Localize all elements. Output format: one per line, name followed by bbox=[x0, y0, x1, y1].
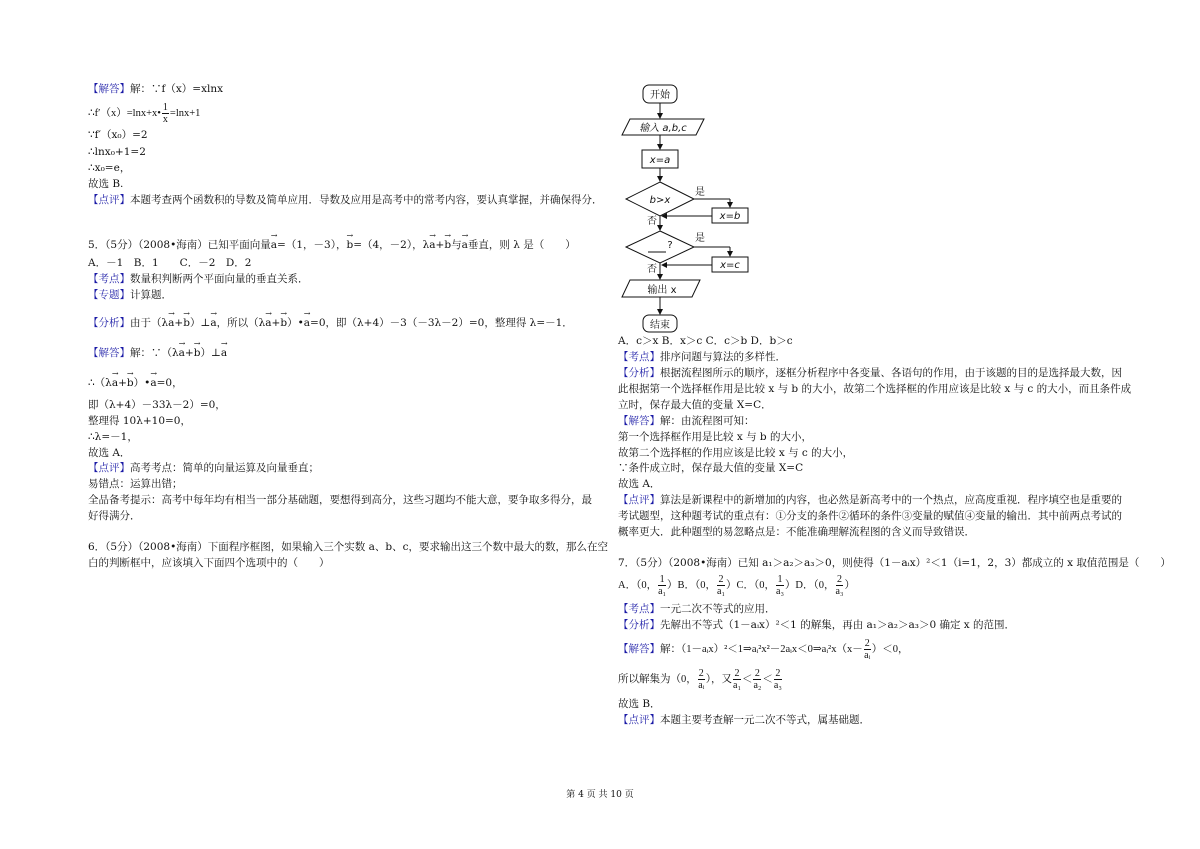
q5-solution-line2: ∴（λ→ a+→ b）•→ a=0， bbox=[88, 372, 183, 390]
q5-comment2: 易错点：运算出错； bbox=[88, 478, 183, 490]
q6-comment2: 考试题型，这种题考试的重点有：①分支的条件②循环的条件③变量的赋值④变量的输出．其中前两点考试的 bbox=[618, 510, 1122, 522]
svg-text:结束: 结束 bbox=[650, 320, 670, 331]
svg-text:?: ? bbox=[667, 240, 673, 251]
svg-text:是: 是 bbox=[695, 187, 705, 198]
svg-text:输入 a,b,c: 输入 a,b,c bbox=[639, 123, 687, 134]
vector-b: → b bbox=[346, 234, 353, 252]
q5-title: 5．（5分）（2008•海南）已知平面向量→ a=（1，－3），→ b=（4，－2），λ→ a+→ b与→ a垂直，则 λ 是（ ） bbox=[88, 234, 576, 252]
q5-solution: 【解答】解：∵（λ→ a+→ b）⊥→ a bbox=[88, 342, 227, 360]
comment-tag: 【点评】 bbox=[88, 194, 130, 206]
q6-analysis1: 【分析】根据流程图所示的顺序，逐框分析程序中各变量、各语句的作用，由于该题的目的是选择最大数，因 bbox=[618, 367, 1122, 379]
q6-solution2: 第一个选择框作用是比较 x 与 b 的大小， bbox=[618, 431, 812, 443]
answer-tag: 【解答】 bbox=[88, 83, 130, 95]
svg-text:否: 否 bbox=[647, 264, 657, 275]
svg-text:输出 x: 输出 x bbox=[647, 285, 677, 296]
q4-line6: 故选 B. bbox=[88, 178, 124, 190]
q6-title-line1: 6．（5分）（2008•海南）下面程序框图，如果输入三个实数 a、b、c，要求输出这三个数中最大的数，那么在空 bbox=[88, 541, 608, 553]
svg-text:否: 否 bbox=[647, 216, 657, 227]
q6-solution1: 【解答】解：由流程图可知： bbox=[618, 415, 755, 427]
q4-answer-line bbox=[88, 82, 223, 96]
q6-comment3: 概率更大．此种题型的易忽略点是：不能准确理解流程图的含义而导致错误． bbox=[618, 526, 975, 538]
vector-a: → a bbox=[271, 234, 277, 252]
svg-text:x=b: x=b bbox=[719, 211, 741, 222]
q4-line3: ∵f′（x₀）=2 bbox=[88, 129, 148, 141]
q5-options: A．－1 B．1 C．－2 D．2 bbox=[88, 257, 252, 269]
svg-text:开始: 开始 bbox=[650, 90, 670, 101]
q6-options: A．c＞x B．x＞c C．c＞b D．b＞c bbox=[618, 335, 793, 347]
svg-text:是: 是 bbox=[695, 233, 705, 244]
q7-options: A．（0， $\frac{1}{\text{a₁}}$ ）B．（0， $\frac{2}{\text{a₁}}$ ）C．（0， $\frac{1}{\text{a₃}}$ ）D．（0， $\frac{2}{\text{a₃}}$ ） bbox=[618, 574, 855, 597]
derivative-a: ∴f′（x）=lnx+x• bbox=[88, 107, 161, 119]
q4-line4: ∴lnx₀+1=2 bbox=[88, 146, 146, 158]
q7-solution2: 所以解集为（0， $\frac{2}{\text{aᵢ}}$ ），又 $\frac{2}{\text{a₁}}$ ＜ $\frac{2}{\text{a₂}}$ ＜ $\frac{2}{\text{a₃}}$ bbox=[618, 668, 782, 691]
q5-comment4: 好得满分． bbox=[88, 510, 141, 522]
svg-text:x=c: x=c bbox=[720, 260, 740, 271]
q6-analysis3: 立时，保存最大值的变量 X=C． bbox=[618, 399, 772, 411]
q4-comment bbox=[88, 193, 603, 207]
svg-text:b>x: b>x bbox=[649, 195, 671, 206]
q6-comment1: 【点评】算法是新课程中的新增加的内容，也必然是新高考中的一个热点，应高度重视．程序填空也是重要的 bbox=[618, 494, 1122, 506]
q7-solution: 【解答】解：（1－aᵢx）²＜1⇒aᵢ²x²－2aᵢx＜0⇒aᵢ²x（x－ $\frac{2}{\text{aᵢ}}$ ）＜0， bbox=[618, 638, 909, 661]
q6-title-line2: 白的判断框中，应该填入下面四个选项中的（ ） bbox=[88, 557, 330, 569]
q5-analysis: 【分析】由于（λ→ a+→ b）⊥→ a，所以（λ→ a+→ b）•→ a=0，即（λ+4）－3（－3λ－2）=0，整理得 λ=－1． bbox=[88, 312, 573, 330]
q7-title: 7．（5分）（2008•海南）已知 a₁＞a₂＞a₃＞0，则使得（1－aᵢx）²＜1（i=1，2，3）都成立的 x 取值范围是（ ） bbox=[618, 557, 1171, 569]
q5-s6: 故选 A． bbox=[88, 447, 131, 459]
q4-derivative-line bbox=[88, 102, 200, 125]
svg-text:x=a: x=a bbox=[649, 155, 671, 166]
q6-solution3: 故第二个选择框的作用应该是比较 x 与 c 的大小， bbox=[618, 447, 854, 459]
q7-keypoint: 【考点】一元二次不等式的应用． bbox=[618, 603, 776, 615]
q4-comment-text: 本题考查两个函数积的导数及简单应用．导数及应用是高考中的常考内容，要认真掌握，并确保得分． bbox=[130, 194, 603, 206]
q7-comment: 【点评】本题主要考查解一元二次不等式，属基础题． bbox=[618, 714, 870, 726]
q6-solution4: ∵条件成立时，保存最大值的变量 X=C bbox=[618, 462, 804, 474]
q6-analysis2: 此根据第一个选择框作用是比较 x 与 b 的大小，故第二个选择框的作用应该是比较 x 与 c 的大小，而且条件成 bbox=[618, 383, 1132, 395]
derivative-b: =lnx+1 bbox=[169, 107, 201, 119]
q5-s3: 即（λ+4）－33λ－2）=0， bbox=[88, 399, 226, 411]
q5-s5: ∴λ=－1， bbox=[88, 431, 138, 443]
q6-keypoint: 【考点】排序问题与算法的多样性． bbox=[618, 351, 786, 363]
q5-s4: 整理得 10λ+10=0， bbox=[88, 415, 191, 427]
fraction: $\frac{1}{x}$ bbox=[162, 102, 168, 125]
page-footer: 第 4 页 共 10 页 bbox=[566, 790, 634, 800]
q5-comment: 【点评】高考考点：简单的向量运算及向量垂直； bbox=[88, 462, 319, 474]
q6-solution5: 故选 A． bbox=[618, 478, 661, 490]
q5-topic: 【专题】计算题． bbox=[88, 289, 172, 301]
q7-solution3: 故选 B． bbox=[618, 698, 661, 710]
q4-answer-text: 解：∵f（x）=xlnx bbox=[130, 83, 224, 95]
q4-line5: ∴x₀=e， bbox=[88, 162, 131, 174]
flow-cond2 bbox=[626, 231, 694, 263]
flowchart bbox=[600, 78, 770, 338]
q5-keypoint: 【考点】数量积判断两个平面向量的垂直关系． bbox=[88, 273, 309, 285]
q5-comment3: 全品备考提示：高考中每年均有相当一部分基础题，要想得到高分，这些习题均不能大意，要争取多得分，最 bbox=[88, 494, 592, 506]
q7-analysis: 【分析】先解出不等式（1－aᵢx）²＜1 的解集，再由 a₁＞a₂＞a₃＞0 确定 x 的范围． bbox=[618, 619, 1016, 631]
